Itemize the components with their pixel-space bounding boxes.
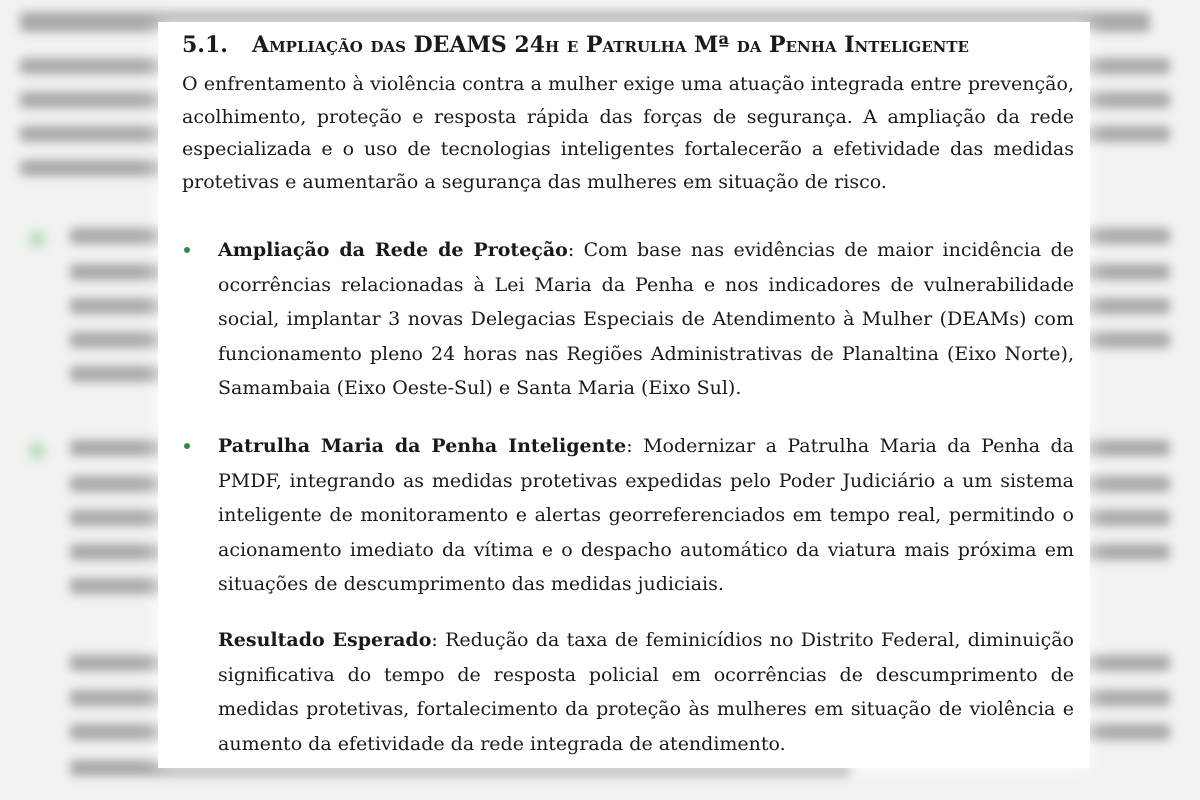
bullet-title: Patrulha Maria da Penha Inteligente <box>218 435 627 457</box>
bullet-body: : Modernizar a Patrulha Maria da Penha da PMDF, integrando as medidas protetivas expedidas pelo Poder Judiciário a um sistema inteligente de monitoramento e alertas georreferenciados em tempo real, permitindo o acionamento imediato da vítima e o despacho automático da viatura mais próxima em situações de descumprimento das medidas judiciais. <box>218 435 1075 595</box>
section-heading <box>182 32 1082 58</box>
section-title: Ampliação das DEAMS 24h e Patrulha Mª da Penha Inteligente <box>252 32 969 58</box>
expected-result-paragraph <box>218 623 1074 761</box>
document-excerpt <box>158 22 1090 768</box>
bullet-body: : Com base nas evidências de maior incidência de ocorrências relacionadas à Lei Maria da Penha e nos indicadores de vulnerabilidade social, implantar 3 novas Delegacias Especiais de Atendimento à Mulher (DEAMs) com funcionamento pleno 24 horas nas Regiões Administrativas de Planaltina (Eixo Norte), Samambaia (Eixo Oeste-Sul) e Santa Maria (Eixo Sul). <box>218 239 1075 399</box>
bullet-icon <box>184 247 190 253</box>
bullet-title: Ampliação da Rede de Proteção <box>218 239 568 261</box>
result-body: : Redução da taxa de feminicídios no Distrito Federal, diminuição significativa do tempo de resposta policial em ocorrências de descumprimento de medidas protetivas, fortalecimento da proteção às mulheres em situação de violência e aumento da efetividade da rede integrada de atendimento. <box>218 629 1074 755</box>
bullet-item-patrulha-inteligente <box>182 429 1074 602</box>
bullet-item-rede-protecao <box>182 233 1074 406</box>
bullet-paragraph <box>218 429 1074 602</box>
intro-paragraph: O enfrentamento à violência contra a mulher exige uma atuação integrada entre prevenção, acolhimento, proteção e resposta rápida das forças de segurança. A ampliação da rede especializada e o uso de tecnologias inteligentes fortalecerão a efetividade das medidas protetivas e aumentarão a segurança das mulheres em situação de risco. <box>182 73 1074 193</box>
bullet-icon <box>184 443 190 449</box>
result-title: Resultado Esperado <box>218 629 432 651</box>
section-number: 5.1. <box>182 32 228 58</box>
bullet-paragraph <box>218 233 1074 406</box>
